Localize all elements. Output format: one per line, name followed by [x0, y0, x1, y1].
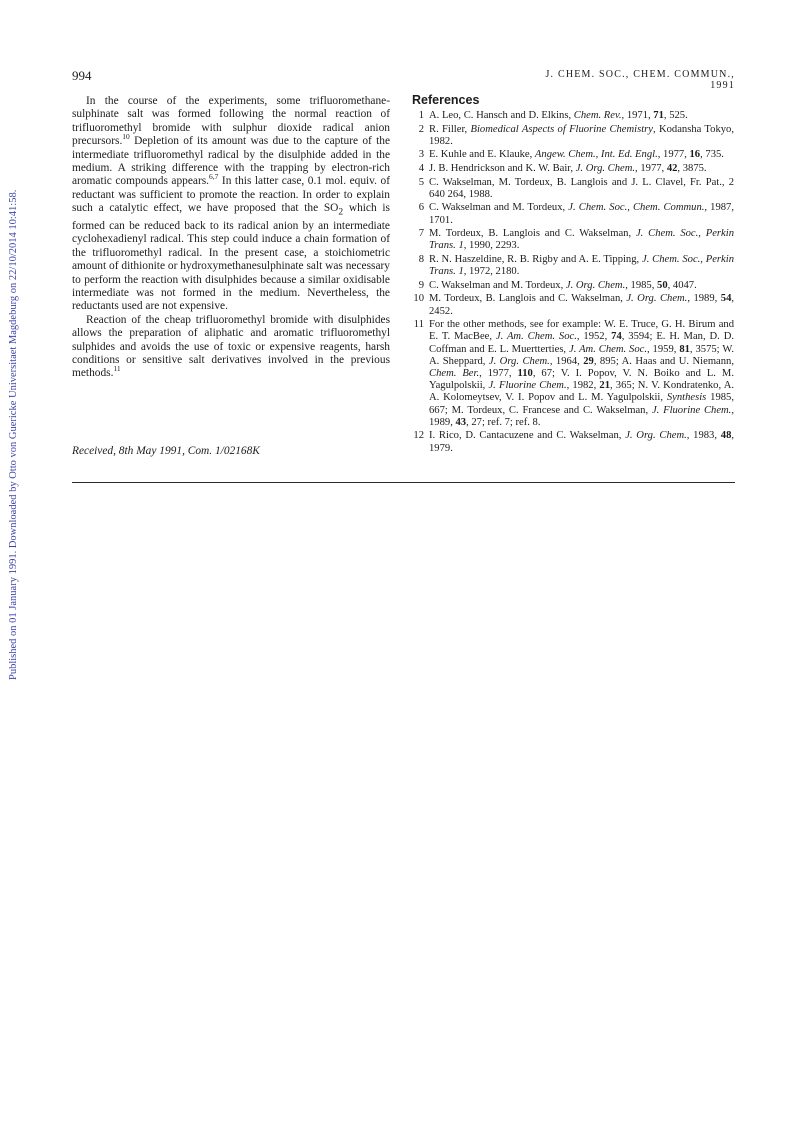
reference-item [412, 202, 734, 226]
reference-item [412, 124, 734, 148]
reference-item [412, 254, 734, 278]
body-text-column [72, 95, 390, 381]
reference-number: 9 [418, 279, 424, 291]
received-line: Received, 8th May 1991, Com. 1/02168K [72, 445, 260, 457]
footer-rule [72, 482, 735, 483]
references-column [412, 93, 734, 456]
reference-item [412, 149, 734, 161]
reference-number: 2 [418, 123, 424, 135]
reference-item [412, 163, 734, 175]
reference-text: I. Rico, D. Cantacuzene and C. Wakselman, J. Org. Chem., 1983, 48, 1979. [429, 430, 735, 454]
reference-item [412, 177, 734, 201]
reference-text: C. Wakselman and M. Tordeux, J. Org. Chem., 1985, 50, 4047. [429, 279, 697, 291]
reference-item [412, 280, 734, 292]
running-head: J. CHEM. SOC., CHEM. COMMUN., 1991 [545, 69, 735, 91]
reference-text: R. Filler, Biomedical Aspects of Fluorine Chemistry, Kodansha Tokyo, 1982. [429, 123, 734, 147]
reference-number: 7 [418, 228, 424, 240]
download-watermark: Published on 01 January 1991. Downloaded by Otto von Guericke Universitaet Magdeburg on 22/10/2014 10:41:58. [8, 189, 19, 680]
reference-number: 11 [413, 319, 424, 331]
references-list [412, 110, 734, 455]
reference-item [412, 228, 734, 252]
reference-item [412, 319, 734, 429]
body-paragraph-1: In the course of the experiments, some trifluoromethane-sulphinate salt was formed following the normal reaction of trifluoromethyl bromide with sulphur dioxide radical anion precursors.$^{10}$ Depletion of its amount was due to the capture of the intermediate trifluoromethyl radical by the disulphide added in the medium. A striking difference with the trapping by electron-rich aromatic compounds appears.$^{6,7}$ In this latter case, 0.1 mol. equiv. of reductant was sufficient to promote the reaction. In order to explain such a catalytic effect, we have proposed that the $SO_2$ which is formed can be reduced back to its radical anion by an intermediate cyclohexadienyl radical. This step could induce a chain formation of the trifluoromethyl radical. In the present case, a stoichiometric amount of dithionite or hydroxymethanesulphinate salt was necessary to perform the reaction with disulphides because a similar oxidisable intermediate was not formed in the medium. Nevertheless, the reductants used are not expensive. [72, 95, 390, 313]
reference-number: 1 [418, 110, 424, 121]
reference-text: For the other methods, see for example: W. E. Truce, G. H. Birum and E. T. MacBee, J. Am. Chem. Soc., 1952, 74, 3594; E. H. Man, D. D. Coffman and E. L. Muertterties, J. Am. Chem. Soc., 1959, 81, 3575; W. A. Sheppard, J. Org. Chem., 1964, 29, 895; A. Haas and U. Niemann, Chem. Ber., 1977, 110, 67; V. I. Popov, V. N. Boiko and L. M. Yagulpolskii, J. Fluorine Chem., 1982, 21, 365; N. V. Kondratenko, A. A. Kolomeytsev, V. I. Popov and L. M. Yagulpolskii, Synthesis 1985, 667; M. Tordeux, C. Francese and C. Wakselman, J. Fluorine Chem., 1989, 43, 27; ref. 7; ref. 8. [429, 319, 735, 428]
reference-text: A. Leo, C. Hansch and D. Elkins, Chem. Rev., 1971, 71, 525. [429, 110, 688, 121]
reference-number: 10 [413, 293, 424, 305]
reference-text: R. N. Haszeldine, R. B. Rigby and A. E. Tipping, J. Chem. Soc., Perkin Trans. 1, 1972, 2180. [429, 253, 734, 278]
references-heading: References [412, 93, 480, 107]
reference-number: 6 [418, 202, 424, 214]
reference-number: 3 [418, 149, 424, 161]
reference-item [412, 430, 734, 454]
reference-text: M. Tordeux, B. Langlois and C. Wakselman, J. Chem. Soc., Perkin Trans. 1, 1990, 2293. [429, 228, 734, 252]
body-paragraph-2: Reaction of the cheap trifluoromethyl bromide with disulphides allows the preparation of aliphatic and aromatic trifluoromethyl sulphides and avoids the use of toxic or expensive reagents, harsh conditions or sensitive salt derivatives involved in the previous methods.$^{11}$ [72, 313, 390, 380]
reference-text: J. B. Hendrickson and K. W. Bair, J. Org. Chem., 1977, 42, 3875. [429, 162, 707, 174]
reference-item [412, 110, 734, 122]
reference-number: 5 [418, 176, 424, 188]
reference-text: C. Wakselman and M. Tordeux, J. Chem. Soc., Chem. Commun., 1987, 1701. [429, 202, 735, 226]
reference-number: 8 [418, 253, 424, 265]
reference-item [412, 293, 734, 317]
reference-text: M. Tordeux, B. Langlois and C. Wakselman, J. Org. Chem., 1989, 54, 2452. [429, 293, 735, 317]
reference-text: E. Kuhle and E. Klauke, Angew. Chem., Int. Ed. Engl., 1977, 16, 735. [429, 149, 724, 161]
reference-number: 4 [418, 162, 424, 174]
reference-text: C. Wakselman, M. Tordeux, B. Langlois and J. L. Clavel, Fr. Pat., 2 640 264, 1988. [429, 176, 734, 200]
reference-number: 12 [413, 430, 424, 442]
page-number: 994 [72, 68, 92, 83]
